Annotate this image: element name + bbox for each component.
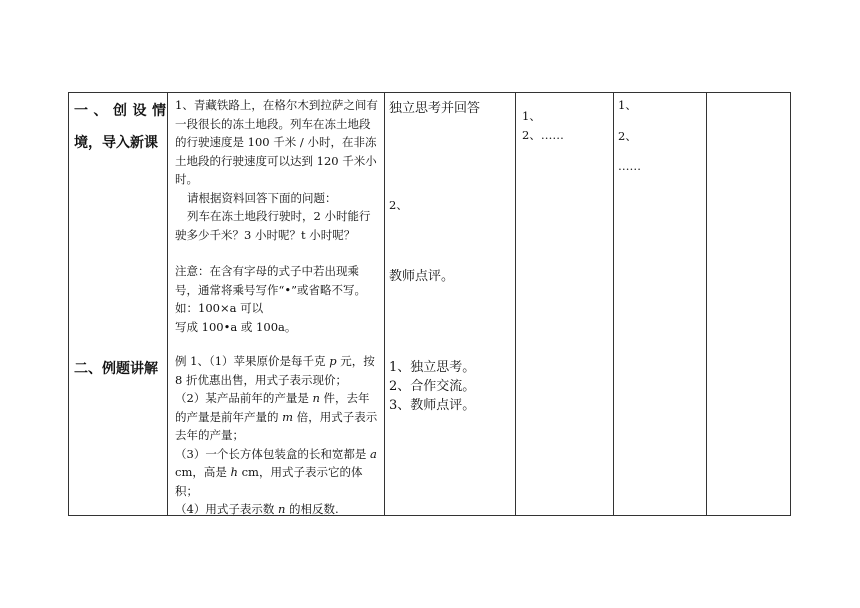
list-item: 1、 [618, 98, 637, 112]
intro-question: 列车在冻土地段行驶时，2 小时能行驶多少千米？3 小时呢？t 小时呢？ [175, 209, 371, 242]
lesson-table [68, 92, 791, 516]
column-divider [167, 93, 168, 515]
example-item: 例 1、（1）苹果原价是每千克 p 元，按 8 折优惠出售，用式子表示现价； [175, 354, 375, 387]
column-divider [515, 93, 516, 515]
example-content [175, 352, 381, 519]
notes-list [618, 96, 698, 176]
column-divider [706, 93, 707, 515]
intro-paragraph: 1、青藏铁路上，在格尔木到拉萨之间有一段很长的冻土地段。列车在冻土地段的行驶速度是 100 千米 / 小时，在非冻土地段的行驶速度可以达到 120 千米小时。 [175, 98, 378, 186]
list-item: 2、 [618, 128, 637, 143]
list-item: 1、 [522, 109, 541, 123]
column-divider [384, 93, 385, 515]
intro-prompt: 请根据资料回答下面的问题： [187, 190, 337, 205]
activity-item: 3、教师点评。 [389, 398, 476, 413]
section-heading-line: 一 、 创 设 情 [74, 103, 166, 119]
activity-item: 1、独立思考。 [389, 360, 476, 375]
example-item: （4）用式子表示数 n 的相反数. [175, 502, 339, 516]
example-item: （2）某产品前年的产量是 n 件，去年的产量是前年产量的 m 倍，用式子表示去年的产量； [175, 391, 378, 442]
section-heading-line: 境，导入新课 [74, 135, 158, 151]
column-divider [613, 93, 614, 515]
design-intent-list [522, 107, 602, 144]
intro-note: 注意：在含有字母的式子中若出现乘号，通常将乘号写作“•”或省略不写。如：100×a 可以 [175, 264, 367, 315]
student-activity-2: 2、 [389, 198, 408, 212]
student-activity-1: 独立思考并回答 [389, 101, 481, 116]
activity-item: 2、合作交流。 [389, 379, 476, 394]
example-activities [389, 358, 499, 415]
list-item: 2、…… [522, 127, 564, 142]
teacher-review: 教师点评。 [389, 269, 455, 284]
intro-content [175, 96, 381, 336]
section-heading-examples: 二、例题讲解 [74, 361, 158, 377]
list-item: …… [618, 159, 641, 173]
intro-note-end: 写成 100•a 或 100a。 [175, 319, 297, 334]
example-item: （3）一个长方体包装盒的长和宽都是 a cm，高是 h cm，用式子表示它的体积； [175, 446, 377, 498]
section-heading-intro [74, 95, 166, 159]
